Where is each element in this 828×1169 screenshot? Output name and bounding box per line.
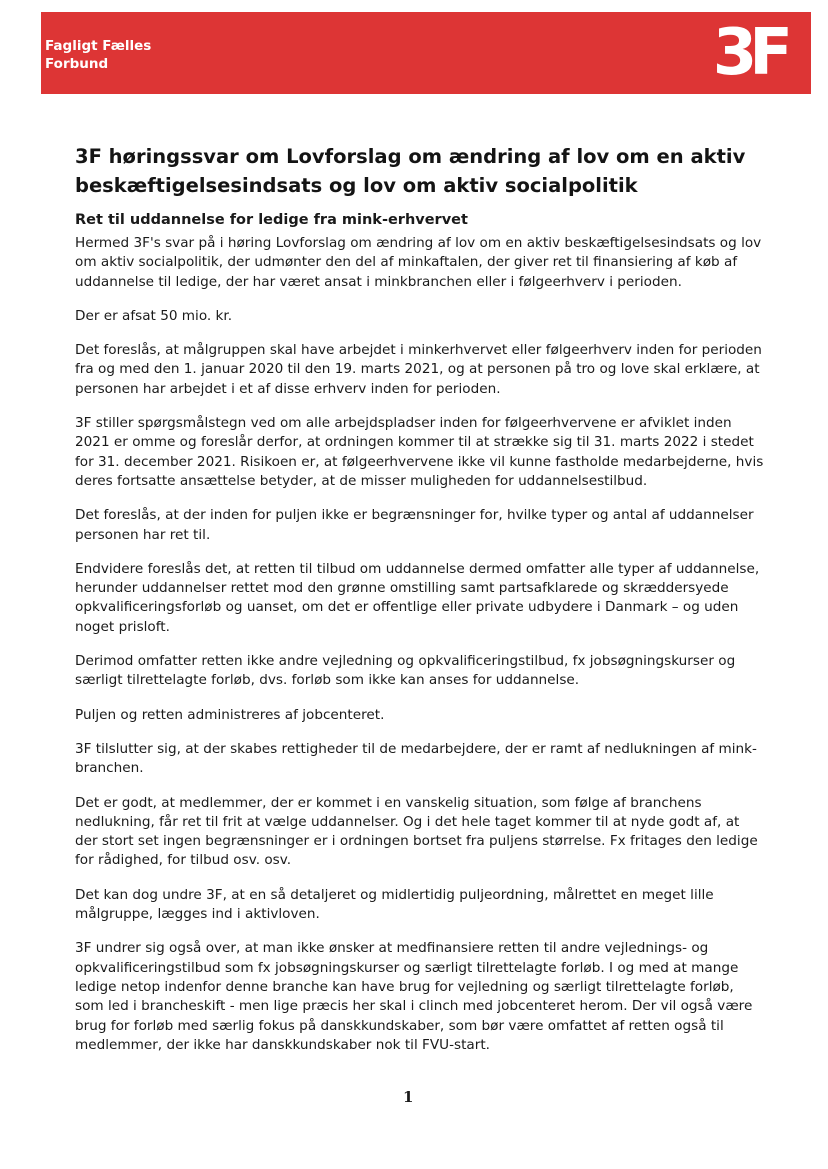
organization-name-line-2: Forbund bbox=[45, 56, 109, 72]
paragraph: Det foreslås, at der inden for puljen ikke er begrænsninger for, hvilke typer og antal af uddannelser personen har ret til. bbox=[75, 507, 754, 543]
organization-name-line-1: Fagligt Fælles bbox=[45, 38, 152, 54]
organization-name bbox=[45, 37, 151, 73]
paragraph: Hermed 3F's svar på i høring Lovforslag om ændring af lov om en aktiv beskæftigelsesindsats og lov om aktiv socialpolitik, der udmønter den del af minkaftalen, der giver ret til finansiering af køb af uddannelse til ledige, der har været ansat i minkbranchen eller i følgeerhverv i perioden. bbox=[75, 235, 762, 290]
paragraph: Det kan dog undre 3F, at en så detaljeret og midlertidig puljeordning, målrettet en meget lille målgruppe, lægges ind i aktivloven. bbox=[75, 886, 714, 923]
paragraph: Der er afsat 50 mio. kr. bbox=[75, 307, 233, 324]
3f-logo: 3F bbox=[712, 16, 785, 90]
paragraph: Derimod omfatter retten ikke andre vejledning og opkvalificeringstilbud, fx jobsøgningskurser og særligt tilrettelagte forløb, dvs. forløb som ikke kan anses for uddannelse. bbox=[75, 653, 736, 689]
paragraph: Endvidere foreslås det, at retten til tilbud om uddannelse dermed omfatter alle typer af uddannelse, herunder uddannelser rettet mod den grønne omstilling samt partsafklarede og skræddersyede opkvalificeringsforløb og uanset, om det er offentlige eller private udbydere i Danmark – og uden noget prisloft. bbox=[75, 560, 760, 635]
page-number: 1 bbox=[403, 1088, 414, 1106]
paragraph: Puljen og retten administreres af jobcenteret. bbox=[75, 706, 385, 723]
paragraph: 3F stiller spørgsmålstegn ved om alle arbejdspladser inden for følgeerhvervene er afviklet inden 2021 er omme og foreslår derfor, at ordningen kommer til at strække sig til 31. marts 2022 i stedet for 31. december 2021. Risikoen er, at følgeerhvervene ikke vil kunne fastholde medarbejderne, hvis deres fortsatte ansættelse betyder, at de misser muligheden for uddannelsestilbud. bbox=[75, 415, 764, 489]
paragraph: 3F undrer sig også over, at man ikke ønsker at medfinansiere retten til andre vejlednings- og opkvalificeringstilbud som fx jobsøgningskurser og særligt tilrettelagte forløb. I og med at mange ledige netop indenfor denne branche kan have brug for vejledning og særligt tilrettelagte forløb, som led i brancheskift - men lige præcis her skal i clinch med jobcenteret herom. Der vil også være brug for forløb med særlig fokus på danskkundskaber, som bør være omfattet af retten også til medlemmer, der ikke har danskkundskaber nok til FVU-start. bbox=[75, 940, 753, 1053]
paragraph: Det er godt, at medlemmer, der er kommet i en vanskelig situation, som følge af branchens nedlukning, får ret til frit at vælge uddannelser. Og i det hele taget kommer til at nyde godt af, at der stort set ingen begrænsninger er i ordningen bortset fra puljens størrelse. Fx fritages den ledige for rådighed, for tilbud osv. osv. bbox=[75, 794, 758, 869]
paragraph: Det foreslås, at målgruppen skal have arbejdet i minkerhvervet eller følgeerhverv inden for perioden fra og med den 1. januar 2020 til den 19. marts 2021, og at personen på tro og love skal erklære, at personen har arbejdet i et af disse erhverv inden for perioden. bbox=[75, 342, 762, 397]
document-body bbox=[75, 234, 765, 1070]
header-banner bbox=[41, 12, 811, 94]
section-heading: Ret til uddannelse for ledige fra mink-erhvervet bbox=[75, 212, 468, 228]
document-title: 3F høringssvar om Lovforslag om ændring af lov om en aktiv beskæftigelsesindsats og lov om aktiv socialpolitik bbox=[75, 145, 746, 197]
paragraph: 3F tilslutter sig, at der skabes rettigheder til de medarbejdere, der er ramt af nedlukningen af mink-branchen. bbox=[75, 740, 757, 777]
